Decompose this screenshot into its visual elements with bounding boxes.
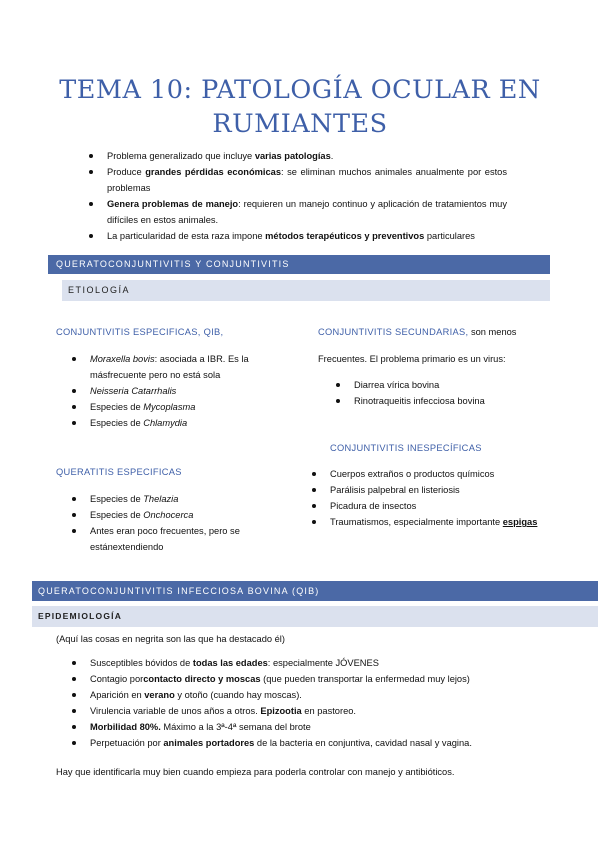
list-item: Especies de Thelazia <box>90 491 280 507</box>
inespecificas-list <box>330 466 570 530</box>
intro-item: Genera problemas de manejo: requieren un manejo continuo y aplicación de tratamientos muy difíciles en estos animales. <box>107 196 507 228</box>
page-title-line1: TEMA 10: PATOLOGÍA OCULAR EN <box>59 75 541 105</box>
page-title-line2: RUMIANTES <box>212 109 388 139</box>
closing-text: Hay que identificarla muy bien cuando empieza para poderla controlar con manejo y antibióticos. <box>56 767 455 777</box>
note-text: (Aquí las cosas en negrita son las que ha destacado él) <box>56 634 285 644</box>
list-item: Moraxella bovis: asociada a IBR. Es la másfrecuente pero no está sola <box>90 351 280 383</box>
heading-conjuntivitis-inespecificas: CONJUNTIVITIS INESPECÍFICAS <box>330 443 482 453</box>
intro-item: La particularidad de esta raza impone métodos terapéuticos y preventivos particulares <box>107 228 507 244</box>
list-item: Susceptibles bóvidos de todas las edades: especialmente JÓVENES <box>90 655 570 671</box>
list-item: Aparición en verano y otoño (cuando hay moscas). <box>90 687 570 703</box>
list-item: Perpetuación por animales portadores de la bacteria en conjuntiva, cavidad nasal y vagina. <box>90 735 570 751</box>
list-item: Especies de Mycoplasma <box>90 399 280 415</box>
section-header-queratoconjuntivitis: QUERATOCONJUNTIVITIS Y CONJUNTIVITIS <box>48 255 550 274</box>
intro-item: Produce grandes pérdidas económicas: se eliminan muchos animales anualmente por estos problemas <box>107 164 507 196</box>
list-item: Rinotraqueitis infecciosa bovina <box>354 393 554 409</box>
secundarias-text: Frecuentes. El problema primario es un virus: <box>318 354 506 364</box>
heading-conjuntivitis-secundarias: CONJUNTIVITIS SECUNDARIAS, son menos <box>318 327 517 337</box>
secundarias-list <box>354 377 554 409</box>
list-item: Diarrea vírica bovina <box>354 377 554 393</box>
list-item: Contagio porcontacto directo y moscas (que pueden transportar la enfermedad muy lejos) <box>90 671 570 687</box>
list-item: Parálisis palpebral en listeriosis <box>330 482 570 498</box>
epidemiologia-list <box>90 655 570 751</box>
subsection-header-epidemiologia: EPIDEMIOLOGÍA <box>32 606 598 627</box>
list-item: Especies de Onchocerca <box>90 507 280 523</box>
list-item: Cuerpos extraños o productos químicos <box>330 466 570 482</box>
list-item: Picadura de insectos <box>330 498 570 514</box>
list-item: Traumatismos, especialmente importante espigas <box>330 514 570 530</box>
list-item: Antes eran poco frecuentes, pero se estánextendiendo <box>90 523 280 555</box>
intro-item: Problema generalizado que incluye varias patologías. <box>107 148 507 164</box>
list-item: Neisseria Catarrhalis <box>90 383 280 399</box>
heading-conjuntivitis-especificas: CONJUNTIVITIS ESPECIFICAS, QIB, <box>56 327 224 337</box>
section-header-qib: QUERATOCONJUNTIVITIS INFECCIOSA BOVINA (QIB) <box>32 581 598 601</box>
queratitis-list <box>90 491 280 555</box>
heading-queratitis-especificas: QUERATITIS ESPECIFICAS <box>56 467 182 477</box>
list-item: Especies de Chlamydia <box>90 415 280 431</box>
list-item: Morbilidad 80%. Máximo a la 3ª-4ª semana del brote <box>90 719 570 735</box>
list-item: Virulencia variable de unos años a otros. Epizootia en pastoreo. <box>90 703 570 719</box>
especificas-list <box>90 351 280 431</box>
subsection-header-etiologia: ETIOLOGÍA <box>62 280 550 301</box>
intro-list <box>107 148 507 244</box>
